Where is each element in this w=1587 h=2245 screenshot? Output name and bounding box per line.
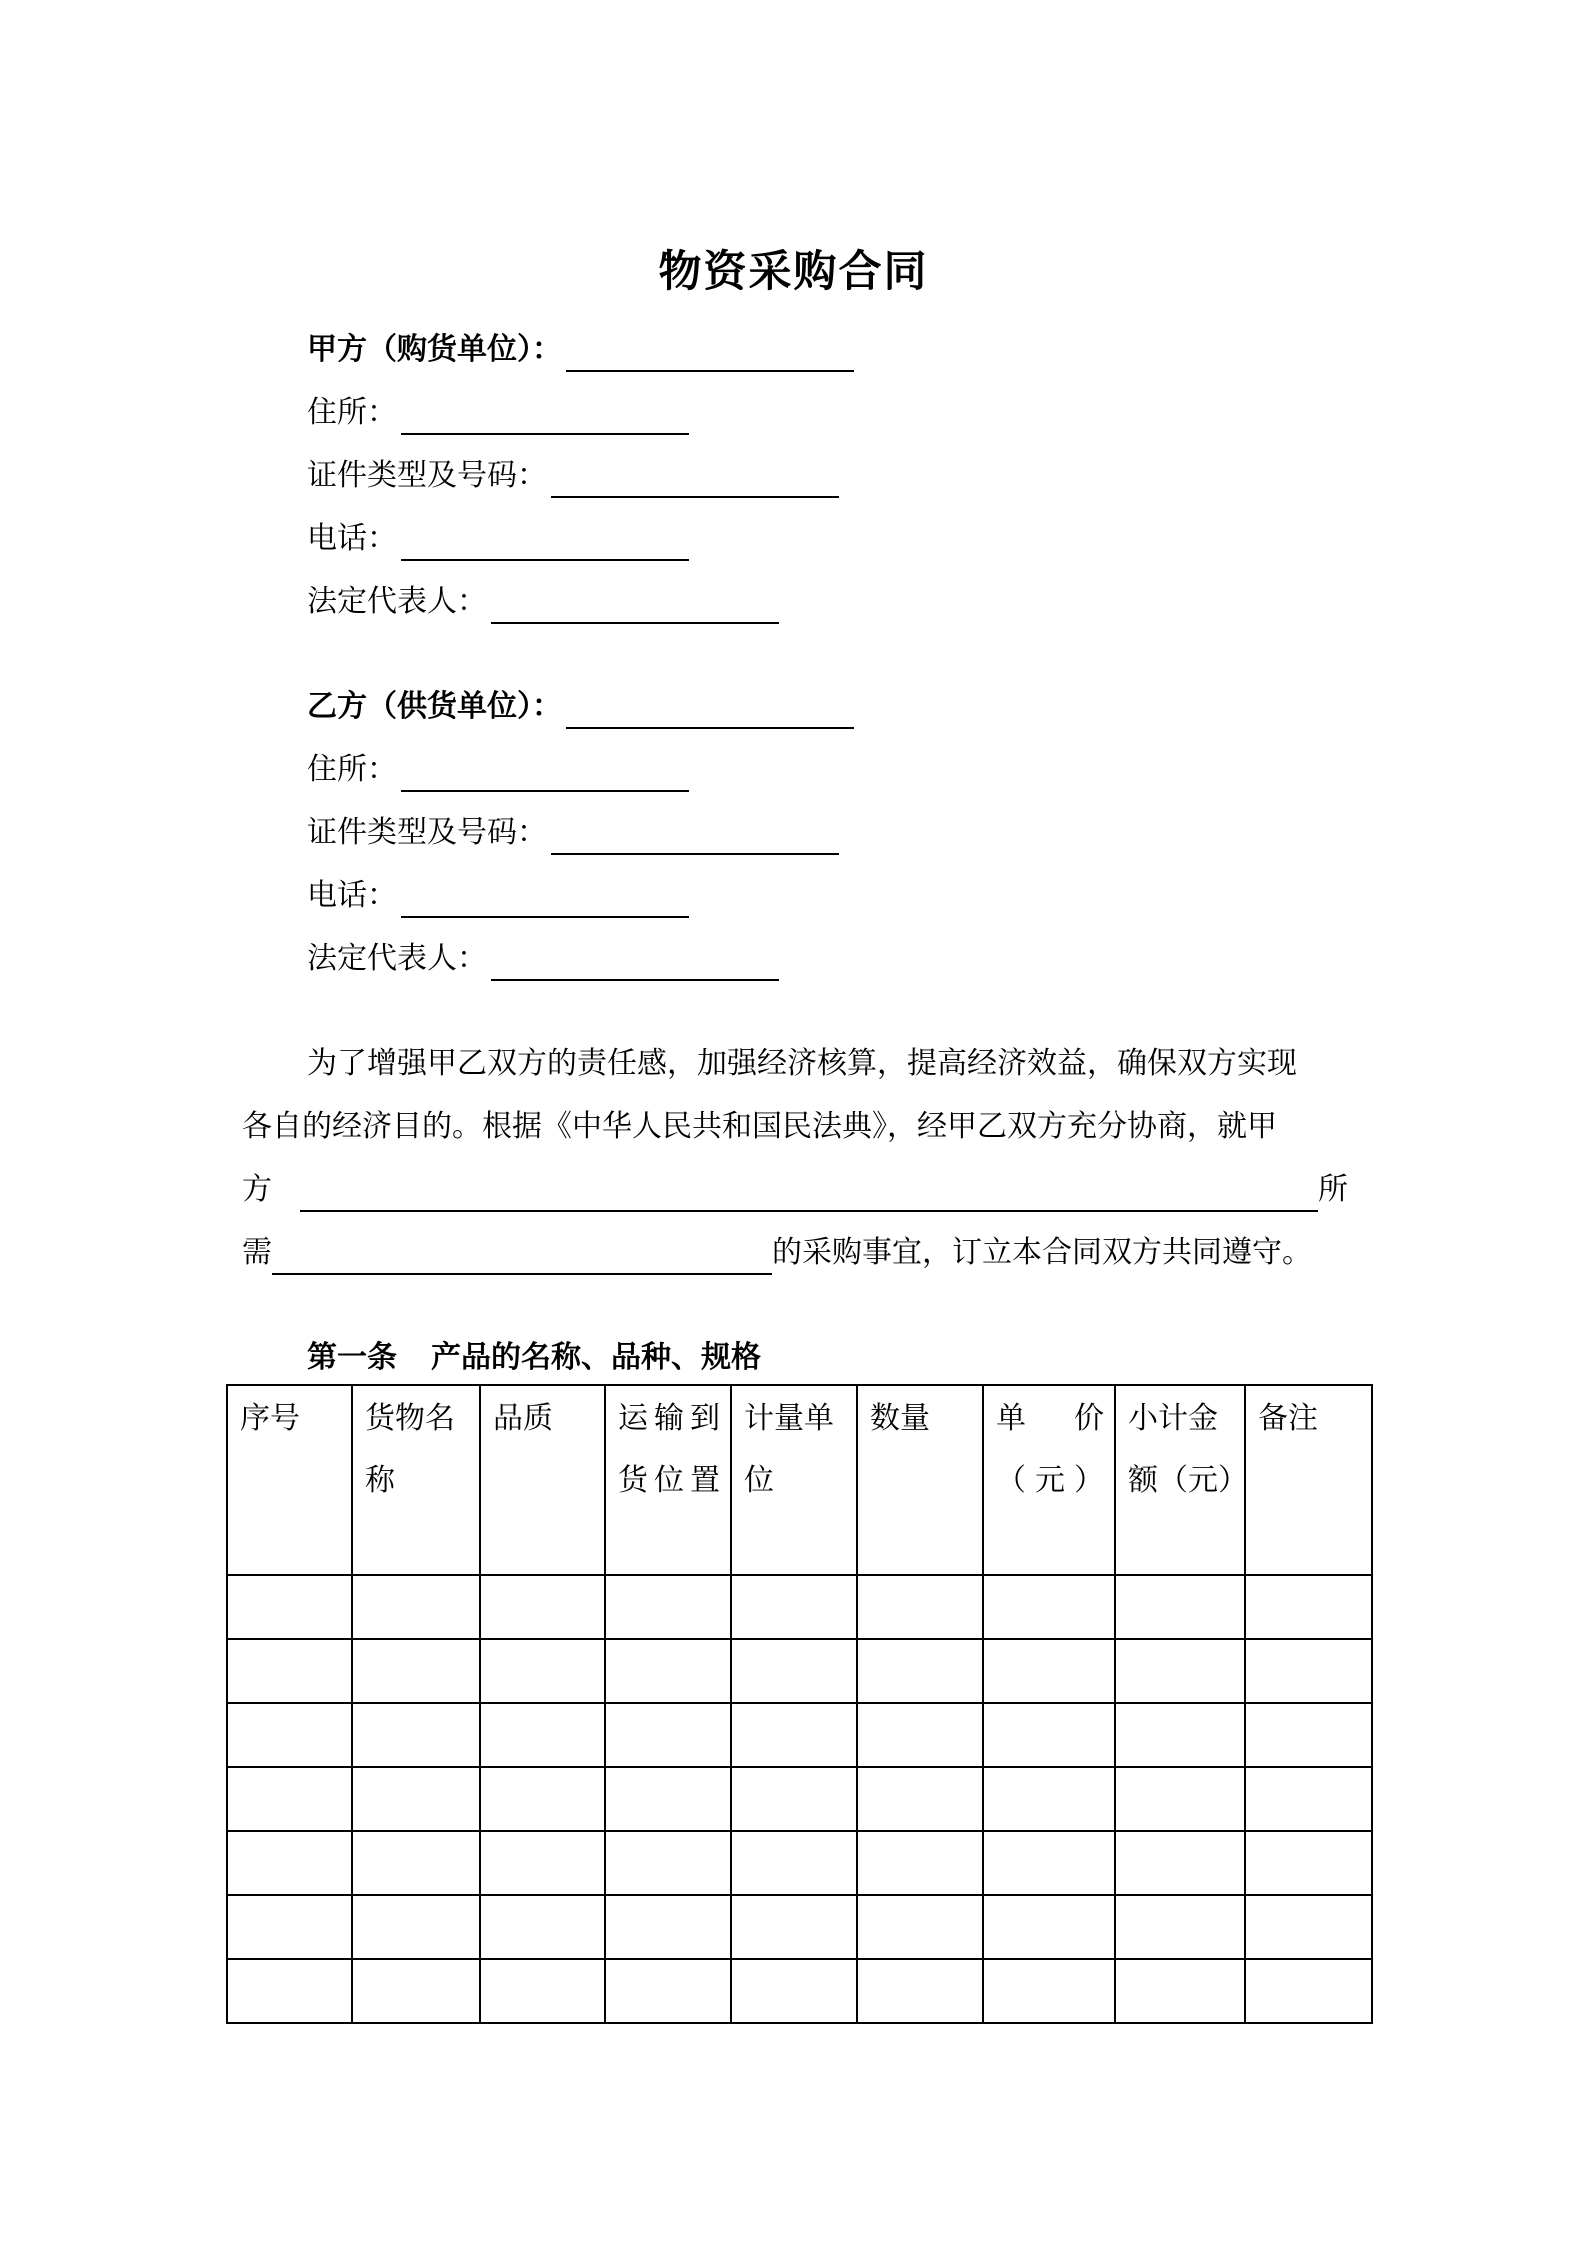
- party-b-phone-blank[interactable]: [401, 882, 689, 918]
- party-b-address-blank[interactable]: [401, 756, 689, 792]
- table-cell[interactable]: [480, 1703, 605, 1767]
- party-b-id-row: [307, 811, 839, 855]
- table-cell[interactable]: [731, 1575, 857, 1639]
- goods-table: [226, 1384, 1373, 2024]
- table-cell[interactable]: [605, 1703, 731, 1767]
- table-cell[interactable]: [983, 1959, 1115, 2023]
- intro-line-4: [242, 1231, 1356, 1275]
- table-row: [227, 1703, 1372, 1767]
- table-cell[interactable]: [1245, 1959, 1372, 2023]
- table-cell[interactable]: [731, 1895, 857, 1959]
- table-cell[interactable]: [857, 1703, 983, 1767]
- table-cell[interactable]: [983, 1703, 1115, 1767]
- intro-line-3-end: 所: [1318, 1172, 1348, 1207]
- party-b-address-label: 住所：: [307, 752, 397, 787]
- table-row: [227, 1959, 1372, 2023]
- table-cell[interactable]: [227, 1959, 352, 2023]
- col-header-goods-name: 货物名称: [352, 1385, 480, 1575]
- document-title: 物资采购合同: [658, 247, 929, 297]
- table-cell[interactable]: [605, 1895, 731, 1959]
- table-cell[interactable]: [352, 1767, 480, 1831]
- party-a-heading: 甲方（购货单位）：: [307, 332, 562, 367]
- intro-line-4-start: 需: [242, 1235, 272, 1270]
- party-b-rep-blank[interactable]: [491, 945, 779, 981]
- col-header-quality: 品质: [480, 1385, 605, 1575]
- table-cell[interactable]: [1115, 1767, 1245, 1831]
- table-cell[interactable]: [1115, 1639, 1245, 1703]
- table-cell[interactable]: [1245, 1639, 1372, 1703]
- table-cell[interactable]: [1245, 1895, 1372, 1959]
- col-header-subtotal: 小计金额（元）: [1115, 1385, 1245, 1575]
- goods-blank[interactable]: [272, 1239, 772, 1275]
- table-cell[interactable]: [352, 1895, 480, 1959]
- col-header-quantity: 数量: [857, 1385, 983, 1575]
- party-b-heading-row: [307, 685, 854, 729]
- party-b-heading: 乙方（供货单位）：: [307, 689, 562, 724]
- table-cell[interactable]: [352, 1575, 480, 1639]
- col-header-index: 序号: [227, 1385, 352, 1575]
- table-cell[interactable]: [857, 1895, 983, 1959]
- table-cell[interactable]: [983, 1767, 1115, 1831]
- table-cell[interactable]: [983, 1831, 1115, 1895]
- table-cell[interactable]: [605, 1639, 731, 1703]
- table-cell[interactable]: [352, 1959, 480, 2023]
- article-1-title: 产品的名称、品种、规格: [431, 1340, 761, 1375]
- party-a-address-row: [307, 391, 689, 435]
- party-b-id-label: 证件类型及号码：: [307, 815, 547, 850]
- table-cell[interactable]: [1245, 1703, 1372, 1767]
- table-cell[interactable]: [857, 1831, 983, 1895]
- party-a-name-blank[interactable]: [566, 336, 854, 372]
- party-b-phone-label: 电话：: [307, 878, 397, 913]
- table-cell[interactable]: [480, 1895, 605, 1959]
- table-cell[interactable]: [1115, 1831, 1245, 1895]
- table-cell[interactable]: [731, 1831, 857, 1895]
- table-cell[interactable]: [1245, 1575, 1372, 1639]
- table-cell[interactable]: [1245, 1831, 1372, 1895]
- table-cell[interactable]: [731, 1703, 857, 1767]
- intro-line-3: [242, 1168, 1356, 1212]
- party-a-address-label: 住所：: [307, 395, 397, 430]
- party-a-id-label: 证件类型及号码：: [307, 458, 547, 493]
- table-cell[interactable]: [480, 1575, 605, 1639]
- article-1-heading: [307, 1336, 761, 1380]
- table-cell[interactable]: [227, 1895, 352, 1959]
- intro-line-4-end: 的采购事宜，订立本合同双方共同遵守。: [772, 1235, 1312, 1270]
- table-cell[interactable]: [1115, 1575, 1245, 1639]
- table-row: [227, 1895, 1372, 1959]
- party-a-rep-row: [307, 580, 779, 624]
- party-a-phone-label: 电话：: [307, 521, 397, 556]
- party-b-address-row: [307, 748, 689, 792]
- party-a-id-row: [307, 454, 839, 498]
- party-b-rep-label: 法定代表人：: [307, 941, 487, 976]
- table-header-row: [227, 1385, 1372, 1575]
- table-cell[interactable]: [605, 1575, 731, 1639]
- party-a-rep-blank[interactable]: [491, 588, 779, 624]
- table-cell[interactable]: [605, 1959, 731, 2023]
- table-cell[interactable]: [983, 1575, 1115, 1639]
- table-cell[interactable]: [857, 1639, 983, 1703]
- table-cell[interactable]: [983, 1895, 1115, 1959]
- table-cell[interactable]: [480, 1831, 605, 1895]
- table-cell[interactable]: [352, 1831, 480, 1895]
- table-cell[interactable]: [480, 1959, 605, 2023]
- table-row: [227, 1767, 1372, 1831]
- table-cell[interactable]: [1115, 1895, 1245, 1959]
- party-b-rep-row: [307, 937, 779, 981]
- party-a-phone-blank[interactable]: [401, 525, 689, 561]
- table-cell[interactable]: [227, 1767, 352, 1831]
- table-cell[interactable]: [857, 1959, 983, 2023]
- party-b-phone-row: [307, 874, 689, 918]
- purchaser-blank[interactable]: [300, 1176, 1318, 1212]
- table-cell[interactable]: [227, 1703, 352, 1767]
- table-row: [227, 1831, 1372, 1895]
- party-a-address-blank[interactable]: [401, 399, 689, 435]
- col-header-unit: 计量单位: [731, 1385, 857, 1575]
- table-cell[interactable]: [731, 1639, 857, 1703]
- table-cell[interactable]: [731, 1959, 857, 2023]
- table-cell[interactable]: [480, 1639, 605, 1703]
- table-cell[interactable]: [605, 1767, 731, 1831]
- table-cell[interactable]: [983, 1639, 1115, 1703]
- table-row: [227, 1639, 1372, 1703]
- party-b-id-blank[interactable]: [551, 819, 839, 855]
- col-header-unit-price: 单价（元）: [983, 1385, 1115, 1575]
- table-cell[interactable]: [605, 1831, 731, 1895]
- col-header-delivery-location: 运输到货位置: [605, 1385, 731, 1575]
- table-cell[interactable]: [227, 1639, 352, 1703]
- table-cell[interactable]: [227, 1831, 352, 1895]
- table-cell[interactable]: [857, 1575, 983, 1639]
- table-cell[interactable]: [857, 1767, 983, 1831]
- table-cell[interactable]: [352, 1703, 480, 1767]
- table-cell[interactable]: [227, 1575, 352, 1639]
- table-cell[interactable]: [1115, 1703, 1245, 1767]
- goods-table-body: [227, 1575, 1372, 2023]
- party-a-rep-label: 法定代表人：: [307, 584, 487, 619]
- party-b-name-blank[interactable]: [566, 693, 854, 729]
- table-cell[interactable]: [1115, 1959, 1245, 2023]
- party-a-heading-row: [307, 328, 854, 372]
- party-a-phone-row: [307, 517, 689, 561]
- intro-line-3-start: 方: [242, 1172, 272, 1207]
- col-header-remarks: 备注: [1245, 1385, 1372, 1575]
- table-cell[interactable]: [1245, 1767, 1372, 1831]
- table-cell[interactable]: [731, 1767, 857, 1831]
- party-a-id-blank[interactable]: [551, 462, 839, 498]
- intro-line-1: 为了增强甲乙双方的责任感，加强经济核算，提高经济效益，确保双方实现: [307, 1046, 1297, 1081]
- table-cell[interactable]: [352, 1639, 480, 1703]
- table-cell[interactable]: [480, 1767, 605, 1831]
- intro-line-2: 各自的经济目的。根据《中华人民共和国民法典》，经甲乙双方充分协商，就甲: [242, 1109, 1277, 1144]
- table-row: [227, 1575, 1372, 1639]
- article-1-number: 第一条: [307, 1340, 397, 1375]
